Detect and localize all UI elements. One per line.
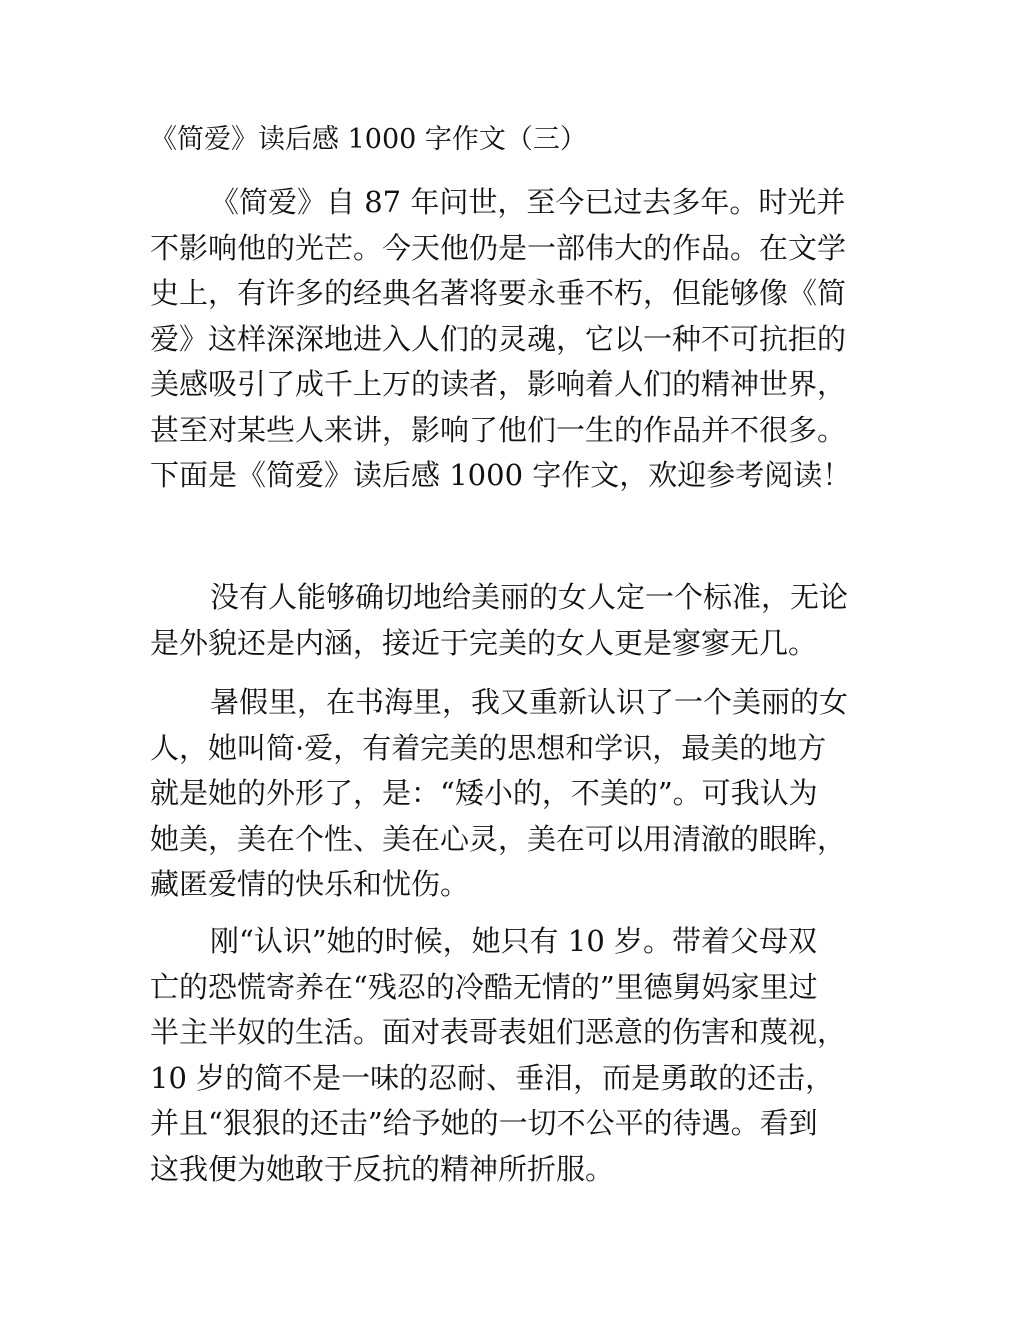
paragraph-line: 亡的恐慌寄养在“残忍的冷酷无情的”里德舅妈家里过 <box>150 969 818 1004</box>
paragraph-beauty-standard <box>150 575 875 666</box>
paragraph-line: 甚至对某些人来讲，影响了他们一生的作品并不很多。 <box>150 412 847 447</box>
paragraph-line: 藏匿爱情的快乐和忧伤。 <box>150 867 470 901</box>
paragraph-line: 没有人能够确切地给美丽的女人定一个标准，无论 <box>210 580 849 614</box>
paragraph-line: 半主半奴的生活。面对表哥表姐们恶意的伤害和蔑视， <box>150 1015 847 1049</box>
paragraph-childhood <box>150 919 875 1192</box>
paragraph-line: 是外貌还是内涵，接近于完美的女人更是寥寥无几。 <box>150 625 818 660</box>
paragraph-line: 就是她的外形了，是：“矮小的，不美的”。可我认为 <box>150 776 818 810</box>
paragraph-line: 并且“狠狠的还击”给予她的一切不公平的待遇。看到 <box>150 1106 818 1140</box>
paragraph-intro <box>150 180 875 499</box>
paragraph-line: 下面是《简爱》读后感 1000 字作文，欢迎参考阅读！ <box>150 458 852 492</box>
paragraph-line: 她美，美在个性、美在心灵，美在可以用清澈的眼眸， <box>150 821 847 856</box>
paragraph-line: 10 岁的简不是一味的忍耐、垂泪，而是勇敢的还击， <box>150 1060 835 1095</box>
paragraph-summer-reading <box>150 680 875 908</box>
paragraph-line: 刚“认识”她的时候，她只有 10 岁。带着父母双 <box>210 924 817 958</box>
paragraph-line: 不影响他的光芒。今天他仍是一部伟大的作品。在文学 <box>150 230 847 265</box>
paragraph-line: 美感吸引了成千上万的读者，影响着人们的精神世界， <box>150 367 847 401</box>
paragraph-line: 暑假里，在书海里，我又重新认识了一个美丽的女 <box>210 685 849 719</box>
paragraph-line: 《简爱》自 87 年问世，至今已过去多年。时光并 <box>210 185 846 219</box>
document-title: 《简爱》读后感 1000 字作文（三） <box>150 124 587 155</box>
paragraph-line: 史上，有许多的经典名著将要永垂不朽，但能够像《简 <box>150 276 847 310</box>
paragraph-line: 这我便为她敢于反抗的精神所折服。 <box>150 1151 615 1186</box>
paragraph-line: 人，她叫简·爱，有着完美的思想和学识，最美的地方 <box>150 730 827 765</box>
paragraph-line: 爱》这样深深地进入人们的灵魂，它以一种不可抗拒的 <box>150 321 847 356</box>
